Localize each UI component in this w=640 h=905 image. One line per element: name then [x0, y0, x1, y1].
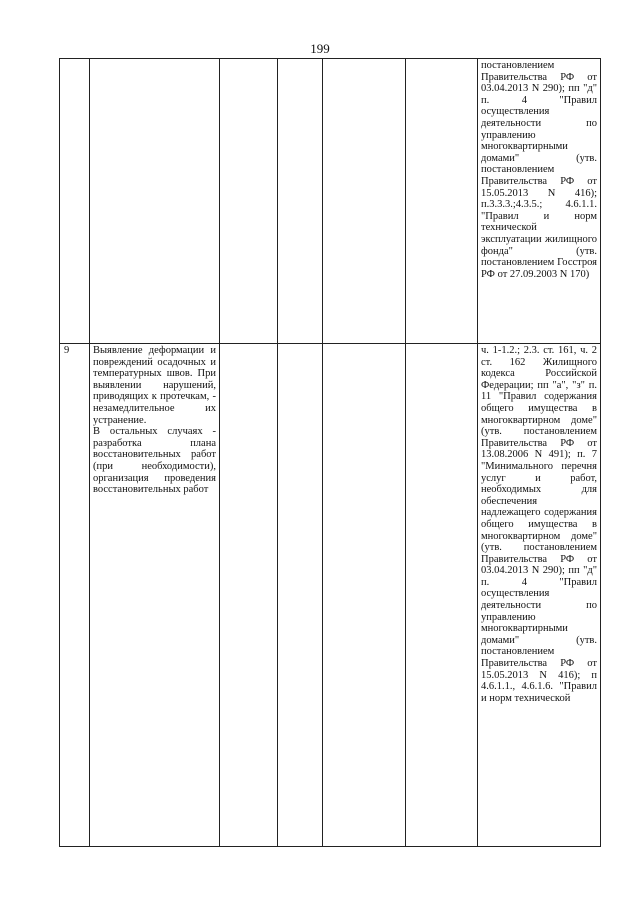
empty-cell — [406, 344, 478, 847]
table-row — [60, 344, 601, 847]
legal-basis-text: ч. 1-1.2.; 2.3. ст. 161, ч. 2 ст. 162 Жилищного кодекса Российской Федерации; пп "а", "з" п. 11 "Правил содержания общего имущества в многоквартирном доме" (утв. постановлением Правительства РФ от 13.08.2006 N 491); п. 7 "Минимального перечня услуг и работ, необходимых для обеспечения надлежащего содержания общего имущества в многоквартирном доме" (утв. постановлением Правительства РФ от 03.04.2013 N 290); пп "д" п. 4 "Правил осуществления деятельности по управлению многоквартирными домами" (утв. постановлением Правительства РФ от 15.05.2013 N 416); п 4.6.1.1., 4.6.1.6. "Правил и норм технической — [481, 345, 597, 704]
work-description-paragraph: В остальных случаях - разработка плана восстановительных работ (при необходимости), организация проведения восстановительных работ — [93, 426, 216, 496]
empty-cell — [323, 344, 406, 847]
regulation-table — [59, 58, 601, 847]
legal-basis-text: постановлением Правительства РФ от 03.04.2013 N 290); пп "д" п. 4 "Правил осуществления деятельности по управлению многоквартирными домами" (утв. постановлением Правительства РФ от 15.05.2013 N 416); п.3.3.3.;4.3.5.; 4.6.1.1. "Правил и норм технической эксплуатации жилищного фонда" (утв. постановлением Госстроя РФ от 27.09.2003 N 170) — [481, 60, 597, 280]
row-number-cell — [60, 59, 90, 344]
empty-cell — [220, 344, 278, 847]
legal-basis-cell — [478, 344, 601, 847]
empty-cell — [323, 59, 406, 344]
empty-cell — [220, 59, 278, 344]
page-number: 199 — [310, 41, 330, 56]
empty-cell — [278, 344, 323, 847]
work-description-cell — [90, 59, 220, 344]
work-description-cell — [90, 344, 220, 847]
work-description-paragraph: Выявление деформации и повреждений осадочных и температурных швов. При выявлении нарушений, приводящих к протечкам, - незамедлительное их устранение. — [93, 345, 216, 426]
row-number-cell: 9 — [60, 344, 90, 847]
table-row — [60, 59, 601, 344]
empty-cell — [278, 59, 323, 344]
empty-cell — [406, 59, 478, 344]
legal-basis-cell — [478, 59, 601, 344]
